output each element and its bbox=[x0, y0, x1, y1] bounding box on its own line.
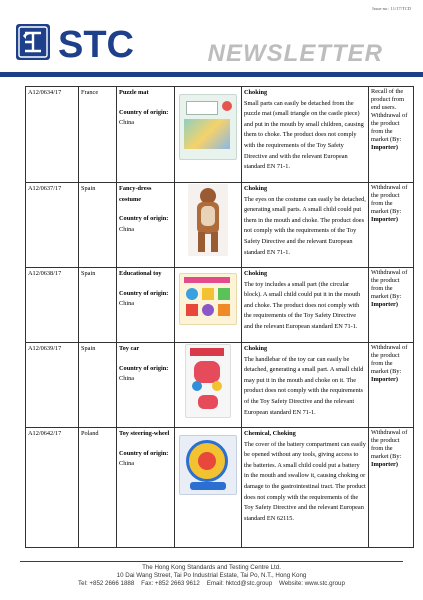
hazard-description: The cover of the battery compartment can easily be opened without any tools, giving access to the batteries. A small child could put a battery in the mouth and swallow it, causing choking or damage to the gastrointestinal tract. The product does not comply with the requirements of the Toy Safety Directive and the relevant European standard EN 62115. bbox=[244, 440, 366, 522]
origin-value: China bbox=[119, 119, 135, 127]
notifying-country: Spain bbox=[79, 268, 117, 343]
table-row bbox=[26, 343, 414, 428]
measure-text: Withdrawal of the product from the market (By: bbox=[371, 429, 408, 460]
hazard-description: The eyes on the costume can easily be detached, generating small parts. A small child could put them in the mouth and choke. The product does not comply with the requirements of the Toy Safety Directive and the relevant European standard EN 71-1. bbox=[244, 195, 366, 256]
product-name: Educational toy bbox=[119, 270, 162, 277]
notifying-country: Spain bbox=[79, 183, 117, 268]
hazard-description: The handlebar of the toy car can easily be detached, generating a small part. A small child may put it in the mouth and choke on it. The product does not comply with the requirements of the Toy Safety Directive and the relevant European standard EN 71-1. bbox=[244, 355, 364, 416]
recall-table bbox=[25, 86, 414, 548]
measure-by: Importer) bbox=[371, 216, 398, 223]
footer-company: The Hong Kong Standards and Testing Centre Ltd. bbox=[142, 564, 281, 571]
measure-cell bbox=[369, 268, 414, 343]
alert-id: A12/0637/17 bbox=[26, 183, 79, 268]
origin-label: Country of origin: bbox=[119, 108, 169, 116]
measure-text: Withdrawal of the product from the market (By: bbox=[371, 184, 408, 215]
measure-by: Importer) bbox=[371, 144, 398, 151]
alert-id: A12/0642/17 bbox=[26, 428, 79, 548]
hazard-cell bbox=[242, 183, 369, 268]
stc-logo bbox=[16, 22, 156, 62]
origin-label: Country of origin: bbox=[119, 364, 169, 372]
product-cell bbox=[117, 343, 175, 428]
product-name: Fancy-dress costume bbox=[119, 185, 152, 203]
product-photo-cell bbox=[175, 183, 242, 268]
hazard-description: Small parts can easily be detached from the puzzle mat (small triangle on the castle piece) and put in the mouth by small children, causing them to choke. The product does not comply with the requirements of the Toy Safety Directive and with the relevant European standard EN 71-1. bbox=[244, 99, 364, 171]
risk-type: Choking bbox=[244, 185, 268, 192]
product-name: Puzzle mat bbox=[119, 89, 149, 96]
svg-text:STC: STC bbox=[58, 24, 134, 62]
alert-id: A12/0634/17 bbox=[26, 87, 79, 183]
shape-blocks-photo bbox=[179, 273, 237, 325]
footer-rule bbox=[20, 561, 403, 562]
hazard-cell bbox=[242, 268, 369, 343]
table-row bbox=[26, 183, 414, 268]
hazard-description: The toy includes a small part (the circular block). A small child could put it in the mouth and choke. The product does not comply with the requirements of the Toy Safety Directive and the relevant European standard EN 71-1. bbox=[244, 280, 361, 330]
notifying-country: Poland bbox=[79, 428, 117, 548]
hazard-cell bbox=[242, 343, 369, 428]
risk-type: Chemical, Choking bbox=[244, 430, 296, 437]
origin-label: Country of origin: bbox=[119, 449, 169, 457]
product-cell bbox=[117, 428, 175, 548]
product-photo-cell bbox=[175, 268, 242, 343]
origin-value: China bbox=[119, 225, 135, 233]
toy-car-photo bbox=[185, 344, 231, 418]
table-row bbox=[26, 268, 414, 343]
measure-by: Importer) bbox=[371, 376, 398, 383]
measure-cell bbox=[369, 183, 414, 268]
product-photo-cell bbox=[175, 343, 242, 428]
footer-contact: Tel: +852 2666 1888 Fax: +852 2663 9612 Email: hktcd@stc.group Website: www.stc.group bbox=[78, 580, 345, 588]
hazard-cell bbox=[242, 87, 369, 183]
product-photo-cell bbox=[175, 87, 242, 183]
costume-photo bbox=[188, 184, 228, 256]
product-photo-cell bbox=[175, 428, 242, 548]
product-name: Toy steering-wheel bbox=[119, 430, 170, 437]
measure-text: Withdrawal of the product from the market (By: bbox=[371, 269, 408, 300]
alert-id: A12/0638/17 bbox=[26, 268, 79, 343]
footer bbox=[0, 564, 423, 589]
notifying-country: Spain bbox=[79, 343, 117, 428]
measure-by: Importer) bbox=[371, 301, 398, 308]
measure-cell bbox=[369, 87, 414, 183]
measure-cell bbox=[369, 343, 414, 428]
product-cell bbox=[117, 268, 175, 343]
alert-id: A12/0639/17 bbox=[26, 343, 79, 428]
risk-type: Choking bbox=[244, 89, 268, 96]
puzzle-mat-photo bbox=[179, 94, 237, 160]
origin-value: China bbox=[119, 460, 135, 468]
risk-type: Choking bbox=[244, 345, 268, 352]
steering-wheel-photo bbox=[179, 435, 237, 495]
risk-type: Choking bbox=[244, 270, 268, 277]
origin-value: China bbox=[119, 300, 135, 308]
table-row bbox=[26, 87, 414, 183]
product-name: Toy car bbox=[119, 345, 140, 352]
measure-text: Withdrawal of the product from the market (By: bbox=[371, 344, 408, 375]
notifying-country: France bbox=[79, 87, 117, 183]
measure-cell bbox=[369, 428, 414, 548]
newsletter-title: NEWSLETTER bbox=[207, 40, 383, 67]
product-cell bbox=[117, 183, 175, 268]
footer-address: 10 Dai Wang Street, Tai Po Industrial Estate, Tai Po, N.T., Hong Kong bbox=[116, 572, 307, 580]
measure-text: Recall of the product from end users. Withdrawal of the product from the market (By: bbox=[371, 88, 408, 143]
origin-value: China bbox=[119, 375, 135, 383]
issue-number: Issue no.: 11/17/TCD bbox=[372, 6, 411, 11]
product-cell bbox=[117, 87, 175, 183]
hazard-cell bbox=[242, 428, 369, 548]
table-row bbox=[26, 428, 414, 548]
header-rule bbox=[0, 72, 423, 77]
origin-label: Country of origin: bbox=[119, 215, 169, 223]
measure-by: Importer) bbox=[371, 461, 398, 468]
origin-label: Country of origin: bbox=[119, 289, 169, 297]
